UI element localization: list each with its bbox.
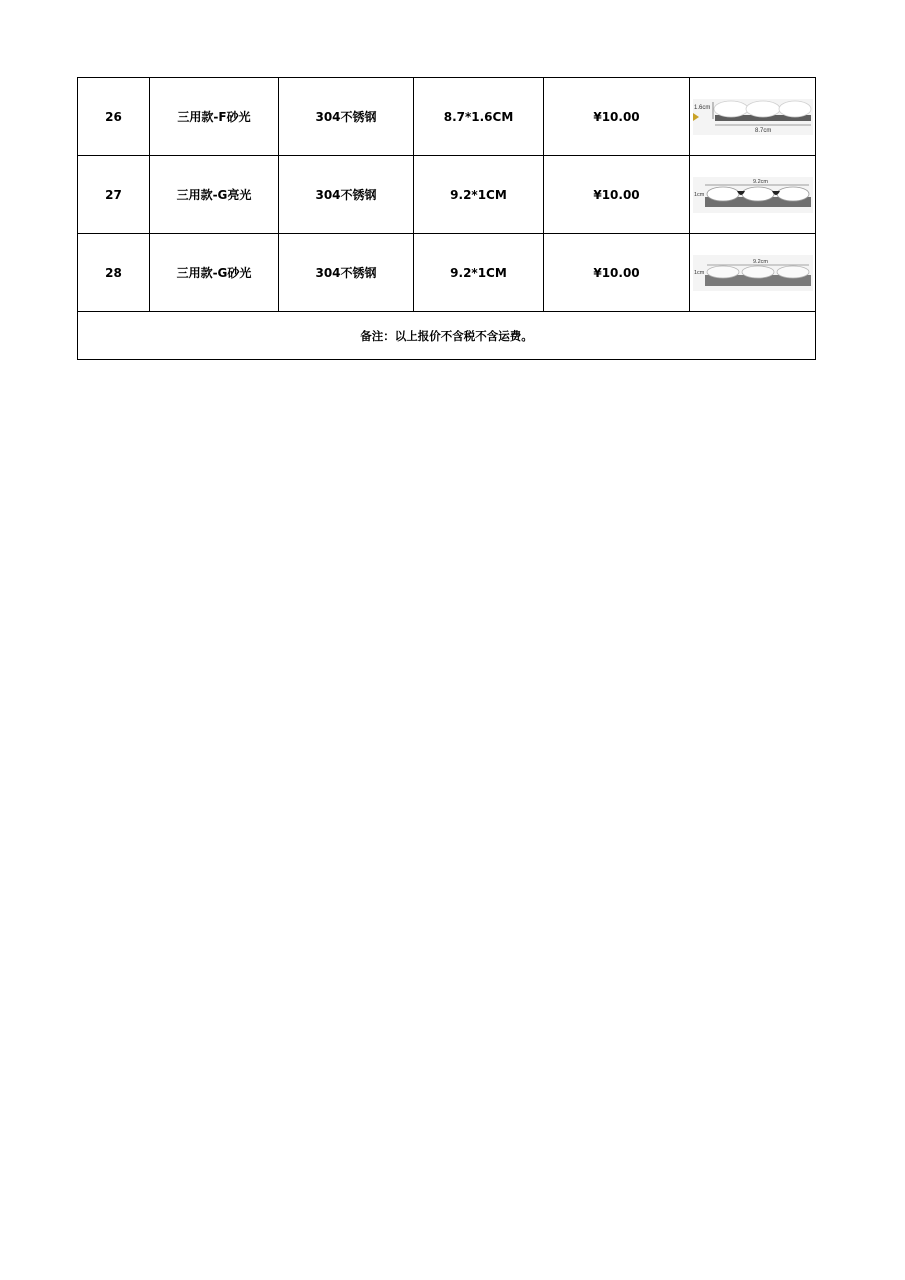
remarks-note: 备注：以上报价不含税不含运费。 [78,312,816,360]
item-price: ¥10.00 [544,78,690,156]
item-price: ¥10.00 [544,234,690,312]
item-image-cell [690,156,816,234]
price-table [77,77,816,360]
height-dimension-label: 1cm [693,269,704,276]
product-image [693,99,813,135]
item-material: 304不锈钢 [279,156,414,234]
item-name: 三用款-G亮光 [150,156,279,234]
item-material: 304不锈钢 [279,78,414,156]
product-image [693,177,813,213]
item-image-cell [690,78,816,156]
item-price: ¥10.00 [544,156,690,234]
product-image [693,255,813,291]
item-number: 26 [78,78,150,156]
item-size: 9.2*1CM [414,156,544,234]
item-image-cell [690,234,816,312]
item-material: 304不锈钢 [279,234,414,312]
item-size: 9.2*1CM [414,234,544,312]
width-dimension-label: 9.2cm [752,178,768,185]
item-name: 三用款-G砂光 [150,234,279,312]
note-row [78,312,816,360]
height-dimension-label: 1cm [693,191,704,198]
item-name: 三用款-F砂光 [150,78,279,156]
table-row [78,156,816,234]
width-dimension-label: 9.2cm [752,258,768,265]
table-row [78,78,816,156]
item-size: 8.7*1.6CM [414,78,544,156]
item-number: 27 [78,156,150,234]
width-dimension-label: 8.7cm [754,127,771,134]
item-number: 28 [78,234,150,312]
height-dimension-label: 1.6cm [693,104,710,111]
table-row [78,234,816,312]
